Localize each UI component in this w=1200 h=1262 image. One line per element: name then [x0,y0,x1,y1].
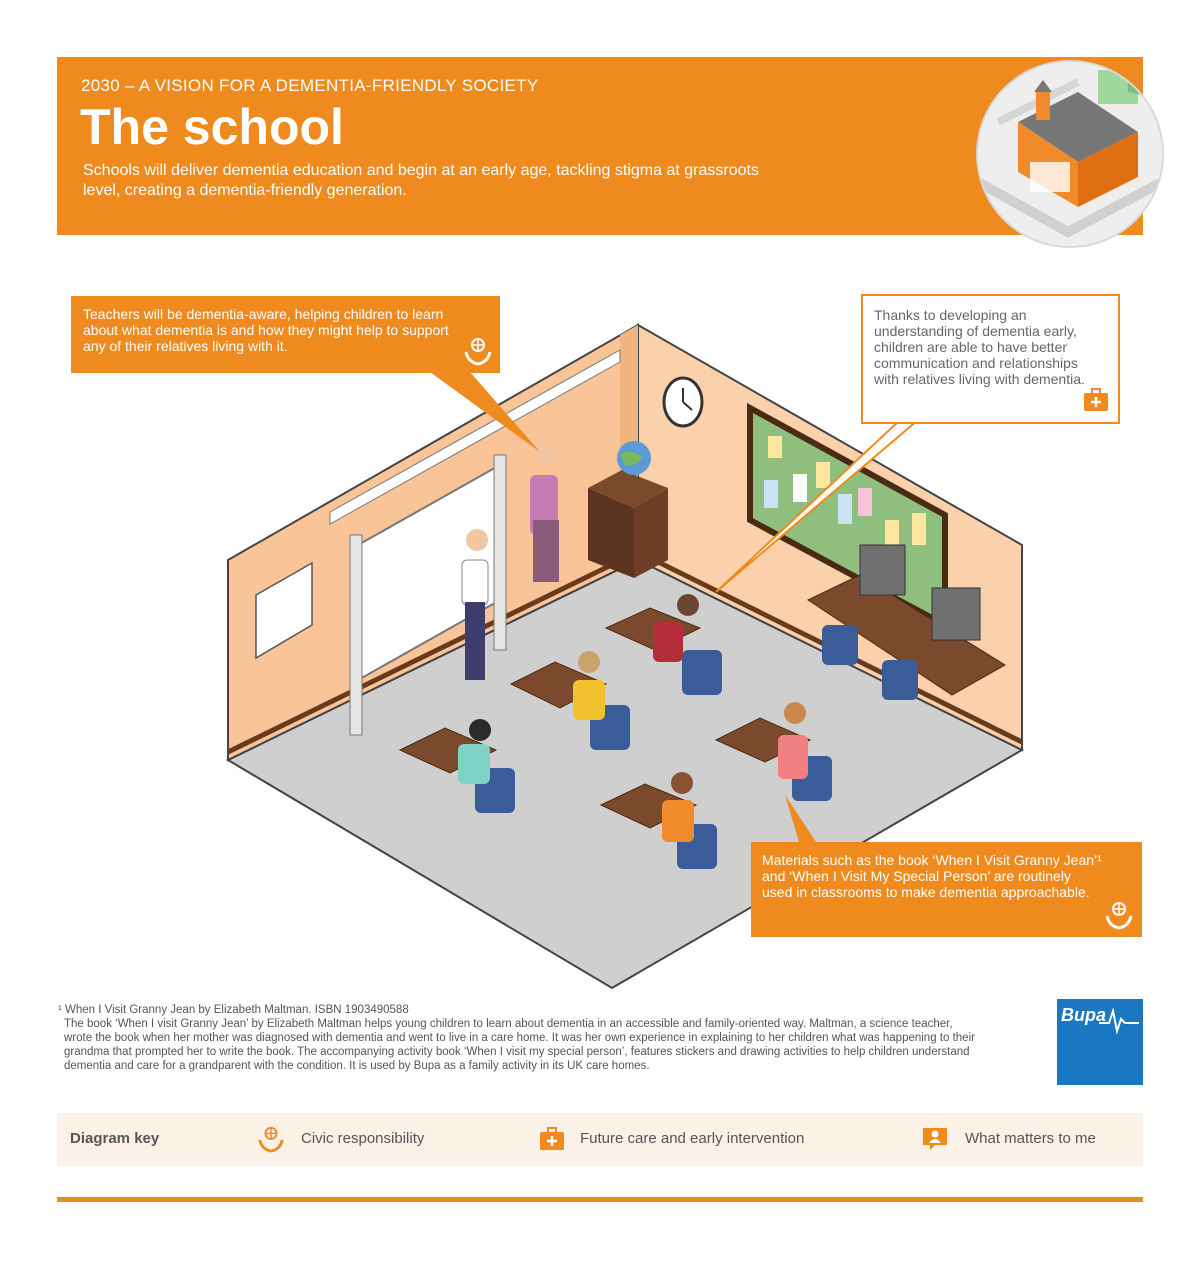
callout-communication [861,294,1120,424]
key-item-future-care: Future care and early intervention [580,1130,805,1147]
bupa-logo-text: Bupa [1061,1005,1106,1025]
diagram-key [57,1113,1143,1166]
future-care-icon [538,1125,566,1153]
future-care-icon [1082,386,1110,414]
key-item-what-matters: What matters to me [965,1130,1096,1147]
callout-teachers [71,296,500,373]
callout-communication-text: Thanks to developing an understanding of dementia early, children are able to have better communication and relationships with relatives living with dementia. [874,307,1085,387]
key-item-civic: Civic responsibility [301,1130,425,1147]
bupa-logo [1057,999,1143,1085]
civic-responsibility-icon [1104,900,1134,930]
page-title: The school [80,99,344,155]
callout-materials-text: Materials such as the book ‘When I Visit Granny Jean’¹ and ‘When I Visit My Special Person’ are routinely used in classrooms to make dementia approachable. [762,852,1102,900]
what-matters-icon [921,1125,949,1153]
footnote-body: The book ‘When I visit Granny Jean’ by Elizabeth Maltman helps young children to learn about dementia in an accessible and family-oriented way. Maltman, a science teacher, wrote the book when her mother was diagnosed with dementia and went to live in a care home. It was her own experience in explaining to her children what was happening to their grandma that prompted her to write the book. The accompanying activity book ‘When I visit my special person’, features stickers and drawing activities to help children understand dementia and care for a grandparent with the condition. It is used by Bupa as a family activity in its UK care homes. [64,1018,975,1072]
diagram-key-title: Diagram key [70,1130,160,1147]
civic-responsibility-icon [257,1125,285,1153]
header-kicker: 2030 – A VISION FOR A DEMENTIA-FRIENDLY SOCIETY [81,76,539,95]
footnote-title: ¹ When I Visit Granny Jean by Elizabeth Maltman. ISBN 1903490588 [58,1004,409,1016]
bottom-rule [57,1197,1143,1202]
footnote [58,1003,978,1073]
header-description: Schools will deliver dementia education and begin at an early age, tackling stigma at grassroots level, creating a dementia-friendly generation. [83,162,759,199]
callout-materials [751,842,1142,937]
callout-teachers-text: Teachers will be dementia-aware, helping children to learn about what dementia is and how they might help to support any of their relatives living with it. [83,306,449,354]
civic-responsibility-icon [463,336,493,366]
